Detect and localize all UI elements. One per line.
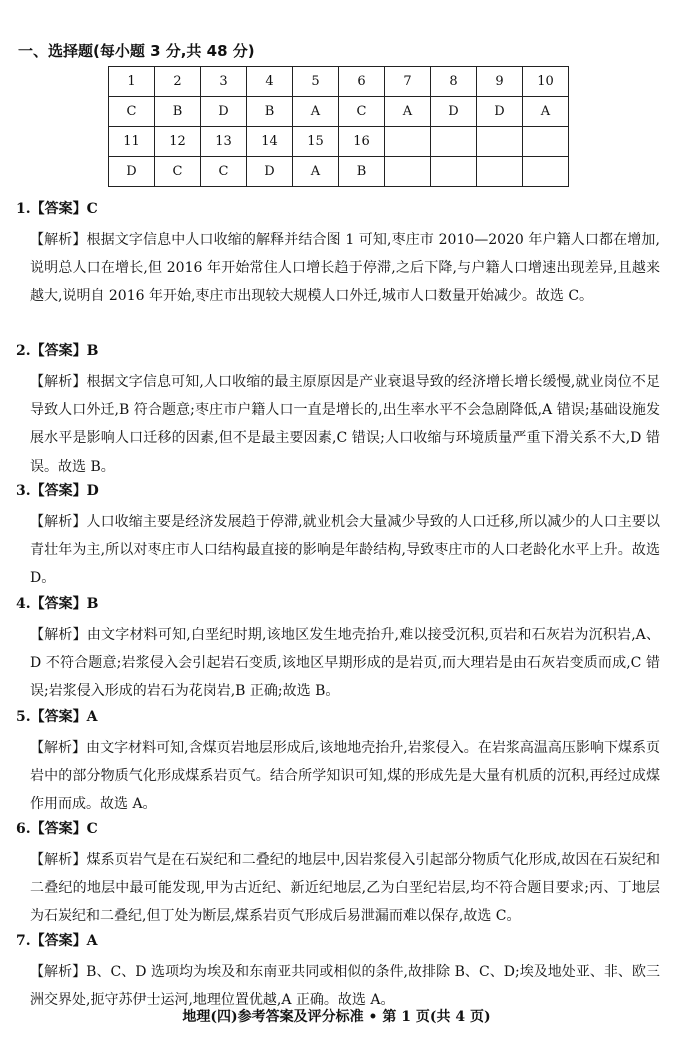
question-6-analysis: 【解析】煤系页岩气是在石炭纪和二叠纪的地层中,因岩浆侵入引起部分物质气化形成,故因在石炭纪和二叠纪的地层中最可能发现,甲为古近纪、新近纪地层,乙为白垩纪岩层,均不符合题目要求;丙、丁地层为石炭纪和二叠纪,但丁处为断层,煤系岩页气形成后易泄漏而难以保存,故选 C。	[30, 852, 660, 925]
answer-table-cell: 6	[339, 67, 385, 97]
question-3-answer: 3.【答案】D	[16, 483, 99, 499]
question-5-answer: 5.【答案】A	[16, 709, 98, 725]
answer-table-cell: 1	[109, 67, 155, 97]
answer-table-cell: D	[247, 157, 293, 187]
answer-table-cell: 3	[201, 67, 247, 97]
answer-table-cell: B	[339, 157, 385, 187]
answer-table-cell	[385, 157, 431, 187]
answer-table-cell	[477, 127, 523, 157]
answer-table-cell	[385, 127, 431, 157]
question-4-analysis: 【解析】由文字材料可知,白垩纪时期,该地区发生地壳抬升,难以接受沉积,页岩和石灰岩为沉积岩,A、D 不符合题意;岩浆侵入会引起岩石变质,该地区早期形成的是岩页,而大理岩是由石灰岩变质而成,C 错误;岩浆侵入形成的岩石为花岗岩,B 正确;故选 B。	[30, 627, 660, 700]
answer-table-cell	[477, 157, 523, 187]
answer-table-cell: C	[155, 157, 201, 187]
answer-table-cell: D	[109, 157, 155, 187]
question-5-analysis: 【解析】由文字材料可知,含煤页岩地层形成后,该地地壳抬升,岩浆侵入。在岩浆高温高压影响下煤系页岩中的部分物质气化形成煤系岩页气。结合所学知识可知,煤的形成先是大量有机质的沉积,再经过成煤作用而成。故选 A。	[30, 740, 660, 813]
answer-table-cell: D	[431, 97, 477, 127]
question-3-analysis: 【解析】人口收缩主要是经济发展趋于停滞,就业机会大量减少导致的人口迁移,所以减少的人口主要以青壮年为主,所以对枣庄市人口结构最直接的影响是年龄结构,导致枣庄市的人口老龄化水平上升。故选 D。	[30, 514, 660, 587]
answer-table-row	[109, 127, 569, 157]
answer-table-cell	[431, 157, 477, 187]
answer-table-cell	[523, 157, 569, 187]
answer-table-cell: 13	[201, 127, 247, 157]
answer-table-cell: B	[155, 97, 201, 127]
answer-table-cell: 8	[431, 67, 477, 97]
answer-table	[108, 66, 569, 187]
answer-table-row	[109, 67, 569, 97]
answer-table-cell: 15	[293, 127, 339, 157]
page-footer: 地理(四)参考答案及评分标准 • 第 1 页(共 4 页)	[182, 1009, 491, 1025]
answer-table-cell: 2	[155, 67, 201, 97]
question-4-answer: 4.【答案】B	[16, 596, 99, 612]
question-6-answer: 6.【答案】C	[16, 821, 98, 837]
answer-table-cell: A	[385, 97, 431, 127]
answer-table-cell: D	[201, 97, 247, 127]
answer-table-cell: C	[201, 157, 247, 187]
answer-table-cell: D	[477, 97, 523, 127]
answer-table-cell: 7	[385, 67, 431, 97]
answer-table-cell: 14	[247, 127, 293, 157]
question-1-answer: 1.【答案】C	[16, 201, 98, 217]
answer-table-cell	[523, 127, 569, 157]
answer-table-cell: C	[109, 97, 155, 127]
question-7-answer: 7.【答案】A	[16, 933, 98, 949]
answer-table-row	[109, 157, 569, 187]
question-7-analysis: 【解析】B、C、D 选项均为埃及和东南亚共同或相似的条件,故排除 B、C、D;埃及地处亚、非、欧三洲交界处,扼守苏伊士运河,地理位置优越,A 正确。故选 A。	[30, 964, 660, 1009]
answer-table-cell: 4	[247, 67, 293, 97]
answer-table-cell: C	[339, 97, 385, 127]
question-2-analysis: 【解析】根据文字信息可知,人口收缩的最主原原因是产业衰退导致的经济增长增长缓慢,就业岗位不足导致人口外迁,B 符合题意;枣庄市户籍人口一直是增长的,出生率水平不会急剧降低,A 错误;基础设施发展水平是影响人口迁移的因素,但不是最主要因素,C 错误;人口收缩与环境质量严重下滑关系不大,D 错误。故选 B。	[30, 374, 660, 475]
answer-table-row	[109, 97, 569, 127]
question-1-analysis: 【解析】根据文字信息中人口收缩的解释并结合图 1 可知,枣庄市 2010—2020 年户籍人口都在增加,说明总人口在增长,但 2016 年开始常住人口增长趋于停滞,之后下降,与户籍人口增速出现差异,且越来越大,说明自 2016 年开始,枣庄市出现较大规模人口外迁,城市人口数量开始减少。故选 C。	[30, 232, 660, 305]
answer-table-cell: A	[293, 157, 339, 187]
answer-table-cell: A	[523, 97, 569, 127]
answer-table-cell: 5	[293, 67, 339, 97]
answer-table-cell: B	[247, 97, 293, 127]
answer-table-cell: A	[293, 97, 339, 127]
answer-table-cell: 9	[477, 67, 523, 97]
answer-table-cell: 12	[155, 127, 201, 157]
answer-table-cell: 11	[109, 127, 155, 157]
section-title: 一、选择题(每小题 3 分,共 48 分)	[18, 42, 255, 60]
answer-table-cell: 10	[523, 67, 569, 97]
question-2-answer: 2.【答案】B	[16, 343, 99, 359]
answer-table-cell	[431, 127, 477, 157]
answer-table-cell: 16	[339, 127, 385, 157]
